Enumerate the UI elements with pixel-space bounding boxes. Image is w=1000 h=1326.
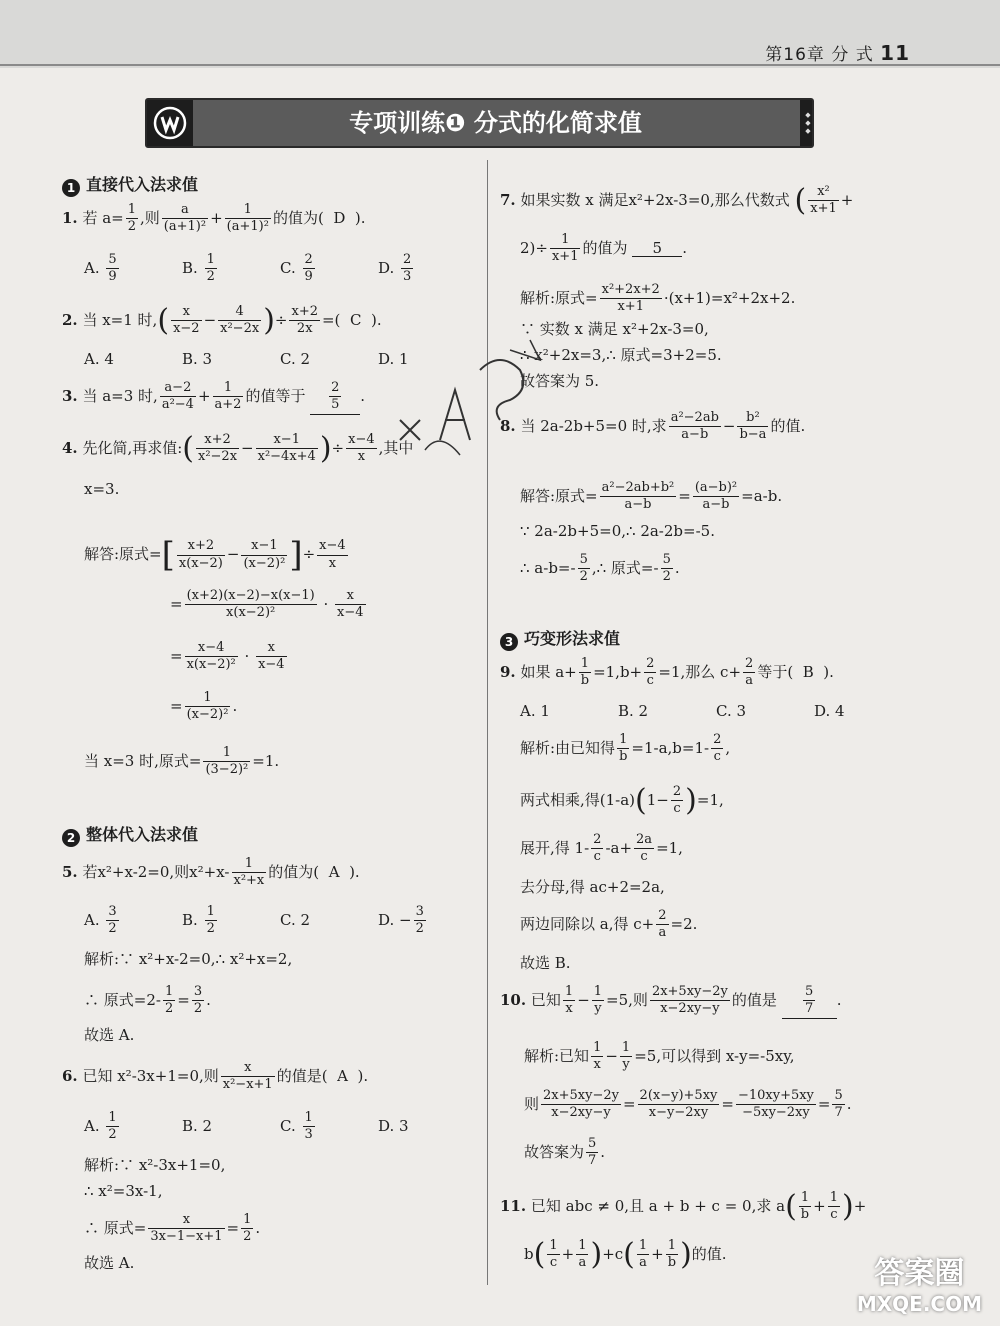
question-9: 9. 如果 a+ $\frac{1}{b}$ =1,b+ $\frac{2}{c}$ =1,那么 c+ $\frac{2}{a}$ 等于( B ).	[500, 656, 834, 689]
q2-choices: A. 4 B. 3 C. 2 D. 1	[84, 350, 409, 368]
q8-solution-3: ∴ a-b=- $\frac{5}{2}$ ,∴ 原式=- $\frac{5}{2}$ .	[520, 552, 680, 585]
watermark-logo: 答案圈 MXQE.COM	[856, 1256, 982, 1316]
q6-solution-2: ∴ x²=3x-1,	[84, 1182, 163, 1200]
banner-side-tag: ◆◆◆	[800, 100, 812, 146]
q4-condition: x=3.	[84, 480, 120, 498]
banner-title: 专项训练❶ 分式的化简求值	[349, 109, 642, 137]
q1-answer: D	[333, 208, 346, 227]
question-10: 10. 已知 $\frac{1}{x}$ − $\frac{1}{y}$ =5,则 $\frac{2x+5xy-2y}{x-2xy-y}$ 的值是 $\frac{5}{7}$ .	[500, 984, 841, 1019]
q6-solution-1: 解析:∵ x²-3x+1=0,	[84, 1156, 226, 1174]
q9-solution-2: 两式相乘,得(1-a)(1− $\frac{2}{c}$ )=1,	[520, 782, 724, 818]
question-4: 4. 先化简,再求值:( $\frac{x+2}{\text{x²−2x}}$ − $\frac{x-1}{\text{x²−4x+4}}$ )÷ $\frac{x-4}{x}$ ,其中	[62, 430, 414, 466]
q7-solution-3: ∴ x²+2x=3,∴ 原式=3+2=5.	[520, 346, 722, 364]
question-8: 8. 当 2a-2b+5=0 时,求 $\frac{\text{a²−2ab}}{a-b}$ − $\frac{\text{b²}}{b-a}$ 的值.	[500, 410, 806, 443]
q4-solution-step-4: = $\frac{1}{\text{(x−2)²}}$ .	[170, 690, 238, 723]
q7-solution-1: 解析:原式= $\frac{\text{x²+2x+2}}{x+1}$ ·(x+1)=x²+2x+2.	[520, 282, 796, 315]
q7-solution-4: 故答案为 5.	[520, 372, 600, 390]
q1-choices: A. $\frac{5}{9}$ B. $\frac{1}{2}$ C. $\frac{2}{9}$ D. $\frac{2}{3}$	[84, 252, 412, 285]
q9-solution-6: 故选 B.	[520, 954, 571, 972]
question-7: 7. 如果实数 x 满足x²+2x-3=0,那么代数式 ( $\frac{\text{x²}}{x+1}$ +	[500, 182, 854, 218]
q5-choices: A. $\frac{3}{2}$ B. $\frac{1}{2}$ C. 2 D. − $\frac{3}{2}$	[84, 904, 424, 937]
question-5: 5. 若x²+x-2=0,则x²+x- $\frac{1}{\text{x²+x}}$ 的值为( A ).	[62, 856, 360, 889]
banner-logo-icon	[147, 100, 193, 146]
q4-solution-step-3: = $\frac{x-4}{\text{x(x−2)²}}$ · $\frac{x}{x-4}$	[170, 640, 285, 673]
q9-solution-4: 去分母,得 ac+2=2a,	[520, 878, 665, 896]
section-heading-2: 2 整体代入法求值	[62, 822, 198, 847]
q6-solution-3: ∴ 原式= $\frac{x}{3x-1-x+1}$ = $\frac{1}{2}$ .	[84, 1212, 261, 1245]
page-reference: 第16章 分 式 11	[765, 41, 910, 65]
q7-solution-2: ∵ 实数 x 满足 x²+2x-3=0,	[520, 320, 709, 338]
question-6: 6. 已知 x²-3x+1=0,则 $\frac{x}{\text{x²−x+1}}$ 的值是( A ).	[62, 1060, 369, 1093]
q11-continued: b( $\frac{1}{c}$ + $\frac{1}{a}$ )+c( $\frac{1}{a}$ + $\frac{1}{b}$ )的值.	[524, 1236, 727, 1272]
q9-choices: A. 1 B. 2 C. 3 D. 4	[520, 702, 845, 720]
q7-continued: 2)÷ $\frac{1}{x+1}$ 的值为 5 .	[520, 232, 688, 265]
q6-solution-4: 故选 A.	[84, 1254, 135, 1272]
q9-solution-5: 两边同除以 a,得 c+ $\frac{2}{a}$ =2.	[520, 908, 698, 941]
q10-solution-2: 则 $\frac{2x+5xy-2y}{x-2xy-y}$ = $\frac{2(x-y)+5xy}{x-y-2xy}$ = $\frac{-10xy+5xy}{-5xy-2xy}$ = $\frac{5}{7}$ .	[524, 1088, 852, 1121]
q5-solution-1: 解析:∵ x²+x-2=0,∴ x²+x=2,	[84, 950, 293, 968]
q10-solution-1: 解析:已知 $\frac{1}{x}$ − $\frac{1}{y}$ =5,可以得到 x-y=-5xy,	[524, 1040, 795, 1073]
question-2: 2. 当 x=1 时,( $\frac{x}{x-2}$ − $\frac{4}{\text{x²−2x}}$ )÷ $\frac{x+2}{2x}$ =( C ).	[62, 302, 382, 338]
question-11: 11. 已知 abc ≠ 0,且 a + b + c = 0,求 a( $\frac{1}{b}$ + $\frac{1}{c}$ )+	[500, 1188, 867, 1224]
q4-solution-step-2: = $\frac{(x+2)(x-2)-x(x-1)}{\text{x(x−2)²}}$ · $\frac{x}{x-4}$	[170, 588, 364, 621]
q4-solution-step-1: 解答:原式=[ $\frac{x+2}{x(x-2)}$ − $\frac{x-1}{\text{(x−2)²}}$ ]÷ $\frac{x-4}{x}$	[84, 535, 346, 575]
q4-solution-final: 当 x=3 时,原式= $\frac{1}{\text{(3−2)²}}$ =1.	[84, 745, 280, 778]
q5-solution-3: 故选 A.	[84, 1026, 135, 1044]
section-banner	[145, 98, 814, 148]
q9-solution-1: 解析:由已知得 $\frac{1}{b}$ =1-a,b=1- $\frac{2}{c}$ ,	[520, 732, 731, 765]
q9-solution-3: 展开,得 1- $\frac{2}{c}$ -a+ $\frac{2a}{c}$ =1,	[520, 832, 683, 865]
q6-choices: A. $\frac{1}{2}$ B. 2 C. $\frac{1}{3}$ D. 3	[84, 1110, 409, 1143]
q5-solution-2: ∴ 原式=2- $\frac{1}{2}$ = $\frac{3}{2}$ .	[84, 984, 211, 1017]
column-divider	[487, 160, 488, 1285]
page-number: 11	[880, 41, 910, 65]
section-heading-3: 3 巧变形法求值	[500, 626, 620, 651]
question-3: 3. 当 a=3 时, $\frac{a-2}{\text{a²−4}}$ + $\frac{1}{a+2}$ 的值等于 $\frac{2}{5}$ .	[62, 380, 365, 415]
question-1: 1. 若 a= $\frac{1}{2}$ ,则 $\frac{a}{\text{(a+1)²}}$ + $\frac{1}{\text{(a+1)²}}$ 的值为( D ).	[62, 202, 366, 235]
q8-solution-2: ∵ 2a-2b+5=0,∴ 2a-2b=-5.	[520, 522, 715, 540]
q10-solution-3: 故答案为 $\frac{5}{7}$ .	[524, 1136, 606, 1169]
section-heading-1: 1 直接代入法求值	[62, 172, 198, 197]
handwriting-scribble	[380, 330, 570, 460]
q8-solution-1: 解答:原式= $\frac{\text{a²−2ab+b²}}{a-b}$ = $\frac{\text{(a−b)²}}{a-b}$ =a-b.	[520, 480, 783, 513]
